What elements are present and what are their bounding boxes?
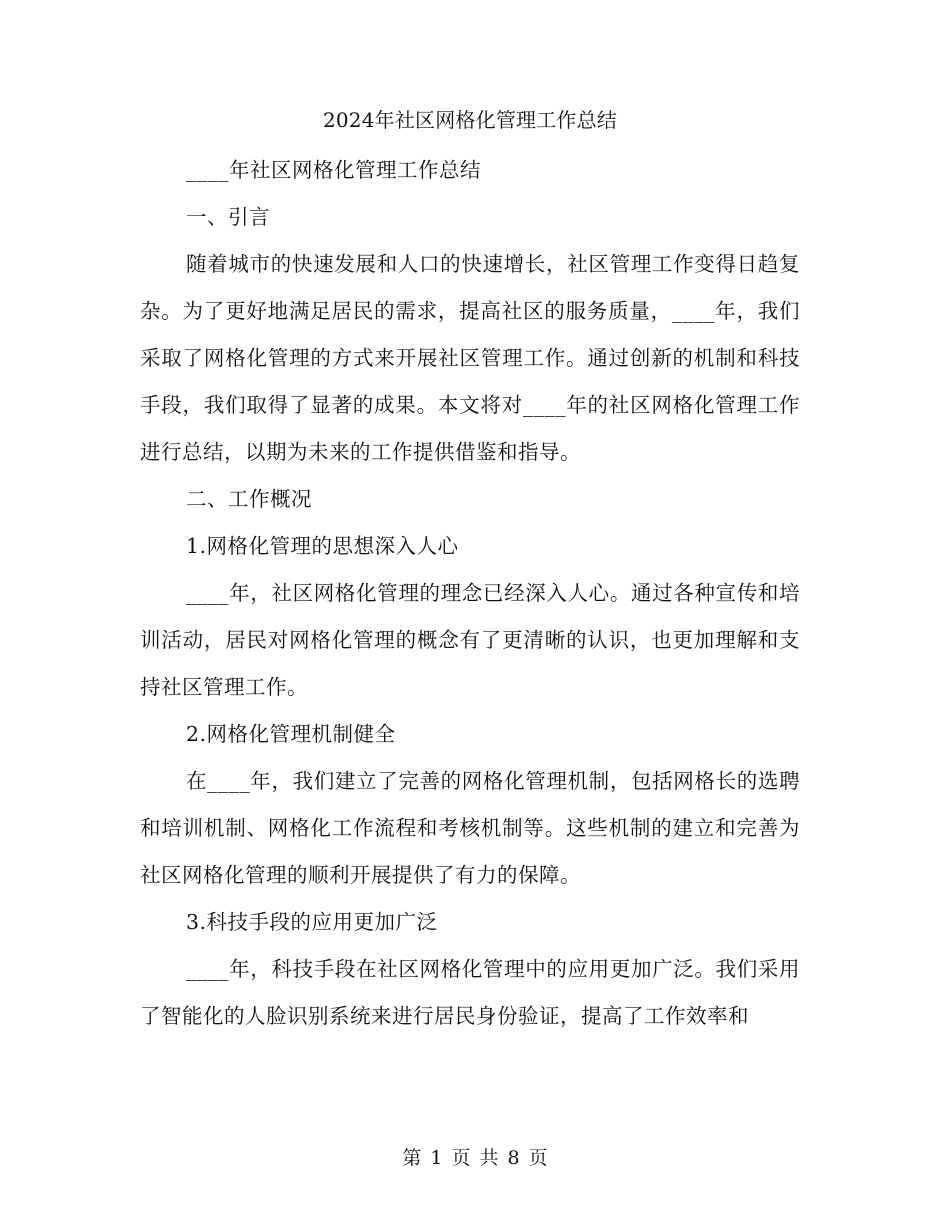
document-title: 2024年社区网格化管理工作总结 <box>322 108 618 132</box>
section-heading-intro: 一、引言 <box>186 205 270 229</box>
paragraph-intro: 随着城市的快速发展和人口的快速增长，社区管理工作变得日趋复杂。为了更好地满足居民的需求，提高社区的服务质量，____年，我们采取了网格化管理的方式来开展社区管理工作。通过创新的机制和科技手段，我们取得了显著的成果。本文将对____年的社区网格化管理工作进行总结，以期为未来的工作提供借鉴和指导。 <box>140 252 800 464</box>
section-heading-overview: 二、工作概况 <box>186 487 312 511</box>
document-subtitle: ____年社区网格化管理工作总结 <box>186 158 481 182</box>
page-number-footer: 第 1 页 共 8 页 <box>402 1147 548 1169</box>
paragraph-item-1: ____年，社区网格化管理的理念已经深入人心。通过各种宣传和培训活动，居民对网格化管理的概念有了更清晰的认识，也更加理解和支持社区管理工作。 <box>140 581 800 699</box>
document-body <box>140 100 800 1040</box>
paragraph-item-2: 在____年，我们建立了完善的网格化管理机制，包括网格长的选聘和培训机制、网格化工作流程和考核机制等。这些机制的建立和完善为社区网格化管理的顺利开展提供了有力的保障。 <box>140 769 800 887</box>
subheading-item-3: 3.科技手段的应用更加广泛 <box>186 910 438 934</box>
subheading-item-2: 2.网格化管理机制健全 <box>186 722 396 746</box>
subheading-item-1: 1.网格化管理的思想深入人心 <box>186 534 459 558</box>
paragraph-item-3: ____年，科技手段在社区网格化管理中的应用更加广泛。我们采用了智能化的人脸识别系统来进行居民身份验证，提高了工作效率和 <box>140 957 800 1028</box>
